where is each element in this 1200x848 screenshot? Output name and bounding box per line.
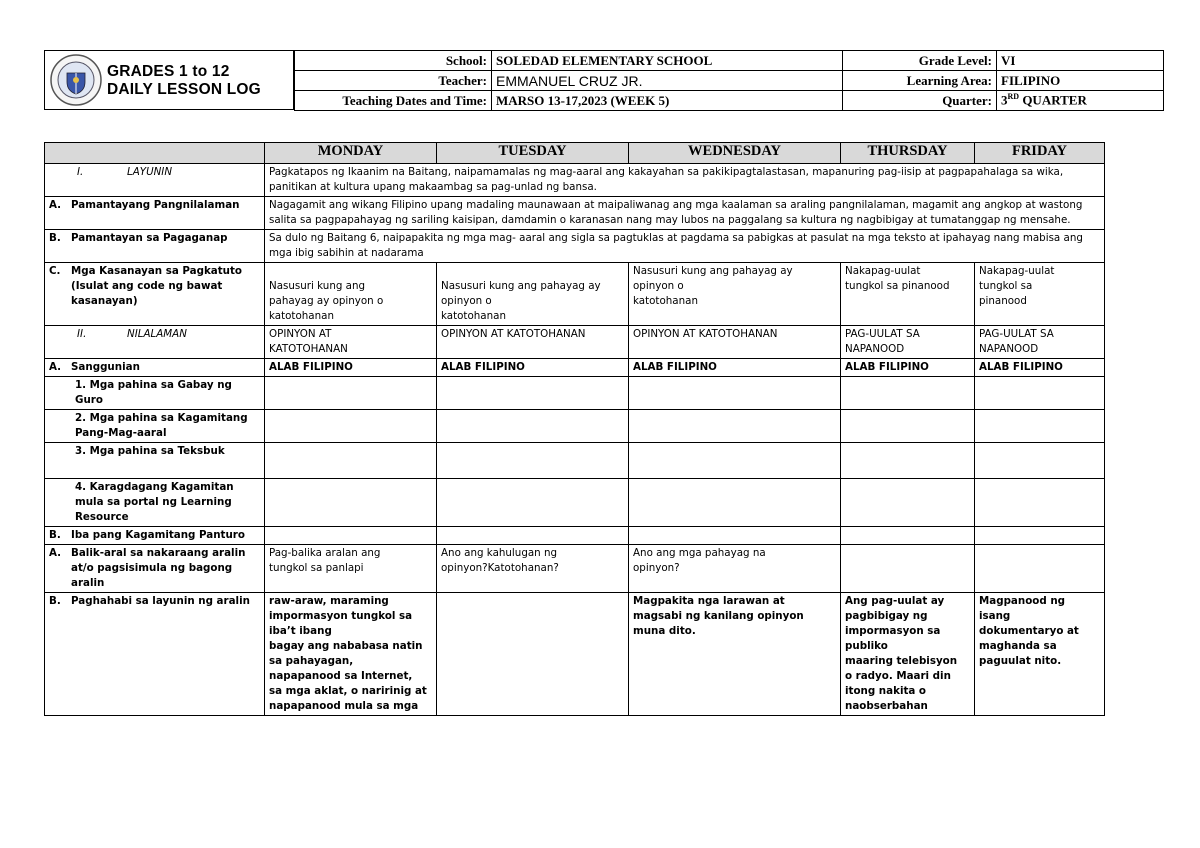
gabay-guro-label: 1. Mga pahina sa Gabay ng Guro bbox=[45, 377, 265, 410]
empty-cell bbox=[975, 479, 1105, 527]
header-info-table bbox=[294, 50, 1164, 111]
balik-aral-thursday bbox=[841, 545, 975, 593]
table-row bbox=[45, 479, 1105, 527]
balik-aral-label: A. Balik-aral sa nakaraang aralin at/o pagsisimula ng bagong aralin bbox=[45, 545, 265, 593]
table-row bbox=[45, 593, 1105, 716]
empty-cell bbox=[975, 527, 1105, 545]
empty-cell bbox=[841, 443, 975, 479]
day-header-row bbox=[45, 143, 1105, 164]
header-logo-box bbox=[44, 50, 294, 110]
sanggunian-tuesday: ALAB FILIPINO bbox=[437, 359, 629, 377]
table-row bbox=[45, 527, 1105, 545]
teacher-value: EMMANUEL CRUZ JR. bbox=[492, 71, 843, 91]
table-row bbox=[45, 230, 1105, 263]
grade-level-label: Grade Level: bbox=[843, 51, 997, 71]
kasanayan-thursday: Nakapag-uulat tungkol sa pinanood bbox=[841, 263, 975, 326]
corner-cell bbox=[45, 143, 265, 164]
day-header-thursday: THURSDAY bbox=[841, 143, 975, 164]
pamantayang-pangnilalaman-text: Nagagamit ang wikang Filipino upang madaling maunawaan at maipaliwanag ang mga kaalaman sa araling pangnilalaman, magamit ang angkop at wastong salita sa pagpapahayag ng sariling kaisipan, damdamin o karanasan nang may lubos na paggalang sa kultura ng nagbibigay at tumatanggap ng mensahe. bbox=[265, 197, 1105, 230]
empty-cell bbox=[265, 377, 437, 410]
sanggunian-thursday: ALAB FILIPINO bbox=[841, 359, 975, 377]
quarter-label: Quarter: bbox=[843, 91, 997, 111]
kasanayan-monday: Nasusuri kung ang pahayag ay opinyon o katotohanan bbox=[265, 263, 437, 326]
table-row bbox=[45, 326, 1105, 359]
kasanayan-friday: Nakapag-uulat tungkol sa pinanood bbox=[975, 263, 1105, 326]
kagamitang-pang-mag-aaral-label: 2. Mga pahina sa Kagamitang Pang-Mag-aaral bbox=[45, 410, 265, 443]
paghahabi-wednesday: Magpakita nga larawan at magsabi ng kanilang opinyon muna dito. bbox=[629, 593, 841, 716]
layunin-label: I. LAYUNIN bbox=[45, 164, 265, 197]
day-header-monday: MONDAY bbox=[265, 143, 437, 164]
quarter-suffix: QUARTER bbox=[1019, 92, 1087, 108]
sanggunian-label: A. Sanggunian bbox=[45, 359, 265, 377]
nilalaman-wednesday: OPINYON AT KATOTOHANAN bbox=[629, 326, 841, 359]
empty-cell bbox=[629, 527, 841, 545]
day-header-wednesday: WEDNESDAY bbox=[629, 143, 841, 164]
table-row bbox=[45, 545, 1105, 593]
paghahabi-thursday: Ang pag-uulat ay pagbibigay ng impormasyon sa publiko maaring telebisyon o radyo. Maari din itong nakita o naobserbahan bbox=[841, 593, 975, 716]
empty-cell bbox=[841, 479, 975, 527]
empty-cell bbox=[265, 443, 437, 479]
empty-cell bbox=[629, 443, 841, 479]
quarter-number: 3 bbox=[1001, 92, 1008, 108]
layunin-text: Pagkatapos ng Ikaanim na Baitang, naipamamalas ng mag-aaral ang kakayahan sa pakikipagtalastasan, mapanuring pag-iisip at pagpapahalaga sa wika, panitikan at kultura upang makaambag sa pag-unlad ng bansa. bbox=[265, 164, 1105, 197]
sanggunian-monday: ALAB FILIPINO bbox=[265, 359, 437, 377]
table-row bbox=[45, 443, 1105, 479]
kasanayan-wednesday: Nasusuri kung ang pahayag ay opinyon o katotohanan bbox=[629, 263, 841, 326]
empty-cell bbox=[975, 377, 1105, 410]
table-row bbox=[45, 263, 1105, 326]
teacher-label: Teacher: bbox=[295, 71, 492, 91]
nilalaman-friday: PAG-UULAT SA NAPANOOD bbox=[975, 326, 1105, 359]
table-row bbox=[45, 197, 1105, 230]
nilalaman-thursday: PAG-UULAT SA NAPANOOD bbox=[841, 326, 975, 359]
title-line-1: GRADES 1 to 12 bbox=[107, 63, 230, 80]
empty-cell bbox=[975, 410, 1105, 443]
title-line-2: DAILY LESSON LOG bbox=[107, 81, 261, 98]
empty-cell bbox=[629, 479, 841, 527]
nilalaman-monday: OPINYON AT KATOTOHANAN bbox=[265, 326, 437, 359]
teksbuk-label: 3. Mga pahina sa Teksbuk bbox=[45, 443, 265, 479]
quarter-value bbox=[997, 91, 1164, 111]
empty-cell bbox=[437, 479, 629, 527]
teaching-dates-label: Teaching Dates and Time: bbox=[295, 91, 492, 111]
lesson-log-table bbox=[44, 142, 1105, 716]
empty-cell bbox=[437, 443, 629, 479]
paghahabi-friday: Magpanood ng isang dokumentaryo at maghanda sa paguulat nito. bbox=[975, 593, 1105, 716]
empty-cell bbox=[265, 410, 437, 443]
paghahabi-monday: raw-araw, maraming impormasyon tungkol sa iba’t ibang bagay ang nababasa natin sa pahayagan, napapanood sa Internet, sa mga aklat, o naririnig at napapanood mula sa mga bbox=[265, 593, 437, 716]
nilalaman-label: II. NILALAMAN bbox=[45, 326, 265, 359]
table-row bbox=[45, 164, 1105, 197]
empty-cell bbox=[841, 527, 975, 545]
table-row bbox=[45, 410, 1105, 443]
day-header-tuesday: TUESDAY bbox=[437, 143, 629, 164]
balik-aral-monday: Pag-balika aralan ang tungkol sa panlapi bbox=[265, 545, 437, 593]
empty-cell bbox=[437, 410, 629, 443]
quarter-ordinal: RD bbox=[1007, 92, 1020, 102]
balik-aral-tuesday: Ano ang kahulugan ng opinyon?Katotohanan? bbox=[437, 545, 629, 593]
day-header-friday: FRIDAY bbox=[975, 143, 1105, 164]
empty-cell bbox=[629, 410, 841, 443]
teaching-dates-value: MARSO 13-17,2023 (WEEK 5) bbox=[492, 91, 843, 111]
learning-area-label: Learning Area: bbox=[843, 71, 997, 91]
paghahabi-label: B. Paghahabi sa layunin ng aralin bbox=[45, 593, 265, 716]
empty-cell bbox=[841, 377, 975, 410]
empty-cell bbox=[437, 527, 629, 545]
balik-aral-friday bbox=[975, 545, 1105, 593]
school-value: SOLEDAD ELEMENTARY SCHOOL bbox=[492, 51, 843, 71]
learning-area-value: FILIPINO bbox=[997, 71, 1164, 91]
kasanayan-label: C. Mga Kasanayan sa Pagkatuto (Isulat ang code ng bawat kasanayan) bbox=[45, 263, 265, 326]
pamantayang-pangnilalaman-label: A. Pamantayang Pangnilalaman bbox=[45, 197, 265, 230]
table-row bbox=[45, 377, 1105, 410]
iba-pang-kagamitan-label: B. Iba pang Kagamitang Panturo bbox=[45, 527, 265, 545]
empty-cell bbox=[265, 479, 437, 527]
empty-cell bbox=[437, 377, 629, 410]
empty-cell bbox=[975, 443, 1105, 479]
sanggunian-friday: ALAB FILIPINO bbox=[975, 359, 1105, 377]
balik-aral-wednesday: Ano ang mga pahayag na opinyon? bbox=[629, 545, 841, 593]
sanggunian-wednesday: ALAB FILIPINO bbox=[629, 359, 841, 377]
empty-cell bbox=[265, 527, 437, 545]
pamantayan-pagganap-label: B. Pamantayan sa Pagaganap bbox=[45, 230, 265, 263]
deped-seal-icon bbox=[49, 53, 103, 107]
nilalaman-tuesday: OPINYON AT KATOTOHANAN bbox=[437, 326, 629, 359]
table-row bbox=[45, 359, 1105, 377]
document-title bbox=[107, 63, 261, 99]
kasanayan-tuesday: Nasusuri kung ang pahayag ay opinyon o katotohanan bbox=[437, 263, 629, 326]
empty-cell bbox=[629, 377, 841, 410]
school-label: School: bbox=[295, 51, 492, 71]
empty-cell bbox=[841, 410, 975, 443]
pamantayan-pagganap-text: Sa dulo ng Baitang 6, naipapakita ng mga mag- aaral ang sigla sa pagtuklas at pagdama sa pabigkas at pasulat na mga teksto at ipahayag nang mabisa ang mga ibig sabihin at nadarama bbox=[265, 230, 1105, 263]
paghahabi-tuesday bbox=[437, 593, 629, 716]
karagdagang-kagamitan-label: 4. Karagdagang Kagamitan mula sa portal ng Learning Resource bbox=[45, 479, 265, 527]
grade-level-value: VI bbox=[997, 51, 1164, 71]
